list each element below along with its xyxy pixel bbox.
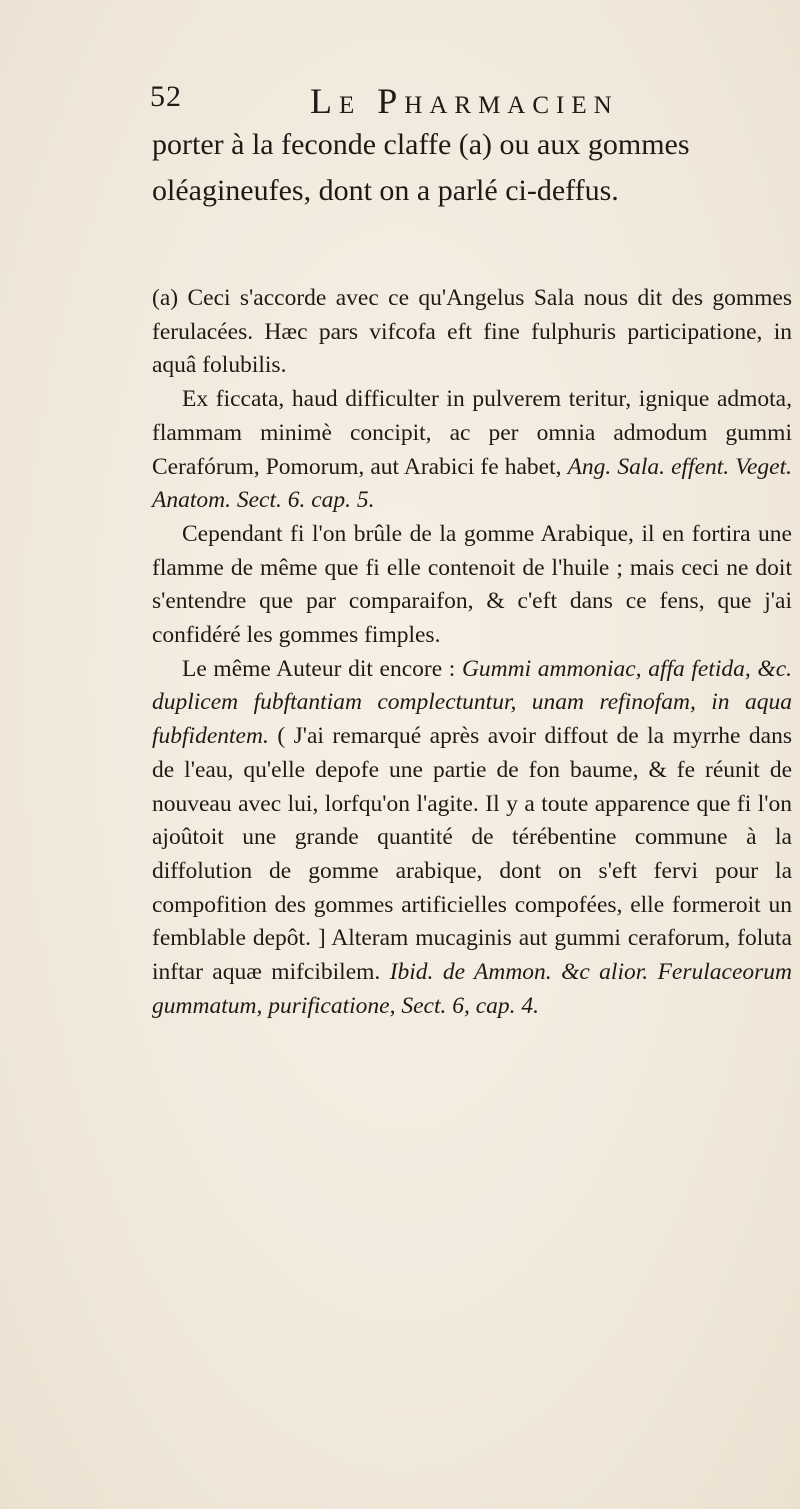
intro-paragraph (152, 122, 792, 214)
footnote-block (152, 282, 792, 1023)
page-number: 52 (150, 80, 182, 113)
page-header (150, 80, 690, 120)
note-paragraph-1: (a) Ceci s'accorde avec ce qu'Angelus Sala nous dit des gommes ferulacées. Hæc pars vifcofa eft fine fulphuris participatione, in aquâ folubilis. (152, 285, 792, 379)
note-paragraph-4-lead: Le même Auteur dit encore : (182, 655, 456, 682)
note-paragraph-2 (152, 383, 792, 518)
running-title: Le Pharmacien (310, 81, 619, 121)
note-paragraph-4 (152, 653, 792, 1024)
note-paragraph-2-text: Ex ficcata, haud difficulter in pulverem teritur, ignique admota, flammam minimè concipit, ac per omnia admodum gummi Cerafórum, Pomorum, aut Arabici fe habet, (152, 386, 792, 480)
note-paragraph-4-quote: Gummi ammoniac, affa fetida, &c. duplicem fubftantiam complectuntur, unam refinofam, in aqua fubfidentem. (152, 655, 793, 750)
note-paragraph-3: Cependant fi l'on brûle de la gomme Arabique, il en fortira une flamme de même que fi elle contenoit de l'huile ; mais ceci ne doit s'entendre que par comparaifon, & c'eft dans ce fens, que j'ai confidéré les gommes fimples. (152, 520, 792, 649)
note-paragraph-4-reference: Ibid. de Ammon. &c alior. Ferulaceorum gummatum, purificatione, Sect. 6, cap. 4. (152, 959, 793, 1019)
note-paragraph-4-text: ( J'ai remarqué après avoir diffout de la myrrhe dans de l'eau, qu'elle depofe une partie de fon baume, & fe réunit de nouveau avec lui, lorfqu'on l'agite. Il y a toute apparence que fi l'on ajoûtoit une grande quantité de térébentine commune à la diffolution de gomme arabique, dont on s'eft fervi pour la compofition des gommes artificielles compofées, elle formeroit un femblable depôt. ] Alteram mucaginis aut gummi ceraforum, foluta inftar aquæ mifcibilem. (152, 723, 792, 986)
intro-text: porter à la feconde claffe (a) ou aux gommes oléagineufes, dont on a parlé ci-deffus. (152, 128, 690, 207)
note-paragraph-2-reference: Ang. Sala. effent. Veget. Anatom. Sect. 6. cap. 5. (152, 453, 792, 514)
